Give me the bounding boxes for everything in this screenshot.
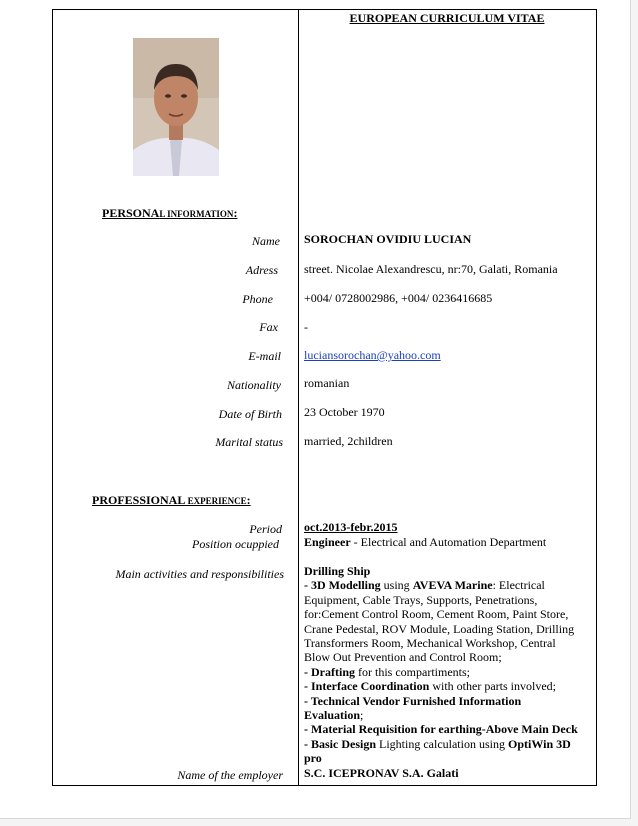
fax-label: Fax [259, 320, 278, 334]
phone-label: Phone [242, 292, 273, 306]
activity-interface [304, 679, 596, 693]
professional-heading-main: PROFESSIONAL [92, 493, 186, 507]
cv-title: EUROPEAN CURRICULUM VITAE [349, 11, 545, 25]
professional-heading-rest: EXPERIENCE [185, 496, 247, 506]
activity-material: - Material Requisition for earthing-Above Main Deck [304, 722, 578, 737]
nationality-label: Nationality [227, 378, 281, 392]
profile-photo [133, 38, 219, 176]
phone-value: +004/ 0728002986, +004/ 0236416685 [304, 291, 493, 305]
drafting-bold: - Drafting [304, 664, 355, 679]
profile-photo-image [133, 38, 219, 176]
activity-modelling-line-3: for:Cement Control Room, Cement Room, Paint Store, [304, 607, 569, 622]
activity-basic-design-line-2: pro [304, 751, 322, 766]
name-label: Name [252, 234, 280, 248]
marital-status-label: Marital status [215, 435, 283, 449]
personal-heading-colon: : [233, 206, 238, 220]
activity-modelling-line-1 [304, 578, 596, 592]
interface-rest: with other parts involved; [429, 679, 556, 694]
position-department: - Electrical and Automation Department [350, 535, 547, 549]
vendor-l2: Evaluation [304, 708, 361, 723]
personal-information-heading [102, 206, 237, 221]
interface-bold: - Interface Coordination [304, 679, 430, 694]
employer-label: Name of the employer [177, 768, 283, 782]
drafting-rest: for this compartiments; [355, 664, 470, 679]
activities-label: Main activities and responsibilities [115, 567, 284, 581]
position-value [304, 535, 546, 550]
personal-heading-main: PERSONA [102, 206, 160, 220]
position-title: Engineer [304, 535, 351, 549]
date-of-birth-label: Date of Birth [218, 407, 282, 421]
activities-description [304, 564, 596, 766]
activity-modelling-line-4: Crane Pedestal, ROV Module, Loading Station, Drilling [304, 621, 575, 636]
modelling-l1: : Electrical [492, 578, 545, 593]
basic-bold: - Basic Design [304, 736, 376, 751]
professional-experience-heading [92, 493, 251, 508]
basic-tool-l1: OptiWin 3D [507, 736, 571, 751]
activity-modelling-line-6: Blow Out Prevention and Control Room; [304, 650, 502, 665]
email-label: E-mail [248, 349, 281, 363]
period-label: Period [249, 522, 282, 536]
column-divider [298, 9, 299, 785]
activity-vendor-line-1: - Technical Vendor Furnished Information [304, 693, 522, 708]
period-value: oct.2013-febr.2015 [304, 520, 398, 534]
marital-status-value: married, 2children [304, 434, 393, 448]
professional-heading-colon: : [246, 493, 251, 507]
modelling-tool: AVEVA Marine [412, 578, 493, 593]
position-label: Position ocuppied [192, 537, 279, 551]
activity-modelling-line-5: Transformers Room, Mechanical Workshop, Central [304, 636, 556, 651]
vendor-end: ; [360, 708, 364, 723]
fax-value: - [304, 320, 308, 334]
name-value: SOROCHAN OVIDIU LUCIAN [304, 232, 472, 246]
nationality-value: romanian [304, 376, 350, 390]
activity-modelling-line-2: Equipment, Cable Trays, Supports, Penetrations, [304, 592, 538, 607]
activity-drafting [304, 665, 596, 679]
personal-heading-rest: L INFORMATION [159, 209, 234, 219]
modelling-using: using [380, 578, 413, 593]
email-link[interactable]: luciansorochan@yahoo.com [304, 348, 441, 362]
activity-basic-design [304, 737, 596, 751]
date-of-birth-value: 23 October 1970 [304, 405, 385, 419]
address-label: Adress [245, 263, 278, 277]
basic-rest: Lighting calculation using [376, 736, 508, 751]
employer-value: S.C. ICEPRONAV S.A. Galati [304, 766, 459, 780]
activity-vendor-line-2 [304, 708, 596, 722]
address-value: street. Nicolae Alexandrescu, nr:70, Galati, Romania [304, 262, 558, 276]
activity-ship: Drilling Ship [304, 564, 371, 578]
modelling-prefix: - 3D Modelling [304, 578, 381, 593]
